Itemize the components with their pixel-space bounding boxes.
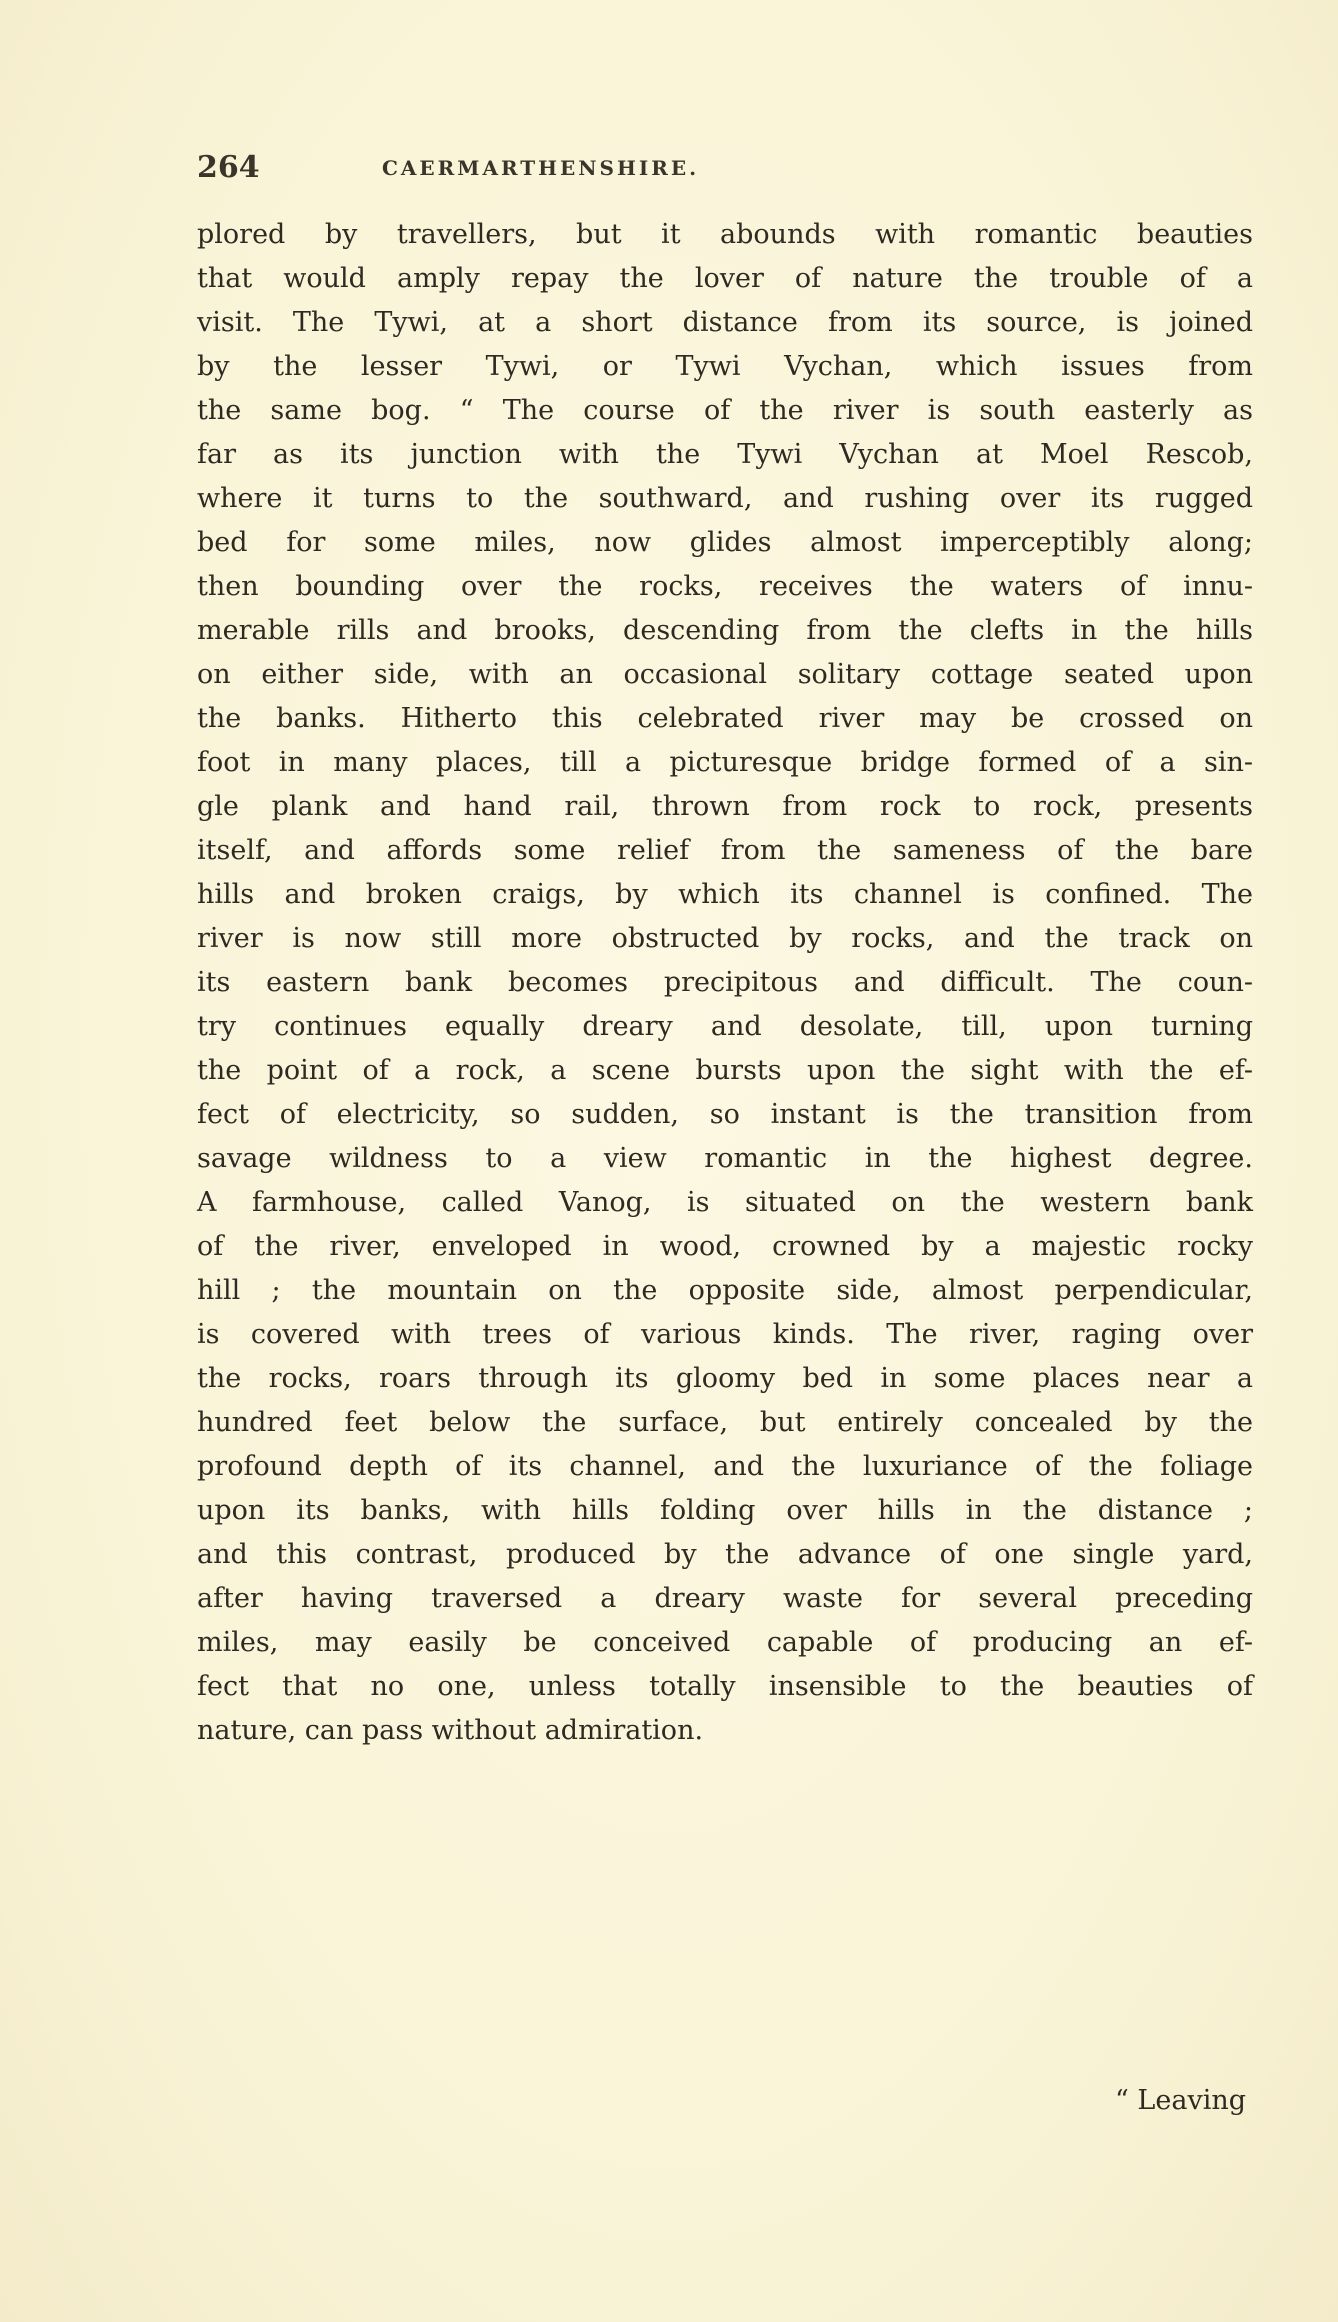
text-line: where it turns to the southward, and rushing over its rugged	[197, 483, 1253, 514]
text-line: the banks. Hitherto this celebrated river may be crossed on	[197, 703, 1253, 734]
text-line: try continues equally dreary and desolate, till, upon turning	[197, 1011, 1253, 1042]
text-line: savage wildness to a view romantic in the highest degree.	[197, 1143, 1253, 1174]
text-line: foot in many places, till a picturesque bridge formed of a sin-	[197, 747, 1253, 778]
text-line: visit. The Tywi, at a short distance from its source, is joined	[197, 307, 1253, 338]
text-line: hills and broken craigs, by which its channel is confined. The	[197, 879, 1253, 910]
text-line: by the lesser Tywi, or Tywi Vychan, which issues from	[197, 351, 1253, 382]
text-line: hundred feet below the surface, but entirely concealed by the	[197, 1407, 1253, 1438]
text-line: and this contrast, produced by the advance of one single yard,	[197, 1539, 1253, 1570]
text-line: the rocks, roars through its gloomy bed in some places near a	[197, 1363, 1253, 1394]
page-header	[197, 150, 1257, 190]
running-head: CAERMARTHENSHIRE.	[382, 156, 700, 180]
text-line: river is now still more obstructed by rocks, and the track on	[197, 923, 1253, 954]
text-line: on either side, with an occasional solitary cottage seated upon	[197, 659, 1253, 690]
body-paragraph	[197, 213, 1253, 1753]
text-line: gle plank and hand rail, thrown from rock to rock, presents	[197, 791, 1253, 822]
text-line: far as its junction with the Tywi Vychan at Moel Rescob,	[197, 439, 1253, 470]
text-line: is covered with trees of various kinds. The river, raging over	[197, 1319, 1253, 1350]
text-line: the same bog. “ The course of the river is south easterly as	[197, 395, 1253, 426]
catchword: “ Leaving	[1115, 2085, 1246, 2116]
page-number: 264	[197, 150, 260, 185]
text-line: after having traversed a dreary waste for several preceding	[197, 1583, 1253, 1614]
text-line: profound depth of its channel, and the luxuriance of the foliage	[197, 1451, 1253, 1482]
text-line: then bounding over the rocks, receives the waters of innu-	[197, 571, 1253, 602]
text-line: A farmhouse, called Vanog, is situated on the western bank	[197, 1187, 1253, 1218]
text-line: miles, may easily be conceived capable of producing an ef-	[197, 1627, 1253, 1658]
text-line: fect of electricity, so sudden, so instant is the transition from	[197, 1099, 1253, 1130]
text-line: nature, can pass without admiration.	[197, 1715, 704, 1746]
text-line: bed for some miles, now glides almost imperceptibly along;	[197, 527, 1253, 558]
text-line: merable rills and brooks, descending from the clefts in the hills	[197, 615, 1253, 646]
text-line: of the river, enveloped in wood, crowned by a majestic rocky	[197, 1231, 1253, 1262]
text-line: hill ; the mountain on the opposite side, almost perpendicular,	[197, 1275, 1253, 1306]
text-line: upon its banks, with hills folding over hills in the distance ;	[197, 1495, 1253, 1526]
text-line: itself, and affords some relief from the sameness of the bare	[197, 835, 1253, 866]
text-line: that would amply repay the lover of nature the trouble of a	[197, 263, 1253, 294]
text-line: its eastern bank becomes precipitous and difficult. The coun-	[197, 967, 1253, 998]
text-line: the point of a rock, a scene bursts upon the sight with the ef-	[197, 1055, 1253, 1086]
text-line: fect that no one, unless totally insensible to the beauties of	[197, 1671, 1253, 1702]
text-line: plored by travellers, but it abounds with romantic beauties	[197, 219, 1253, 250]
